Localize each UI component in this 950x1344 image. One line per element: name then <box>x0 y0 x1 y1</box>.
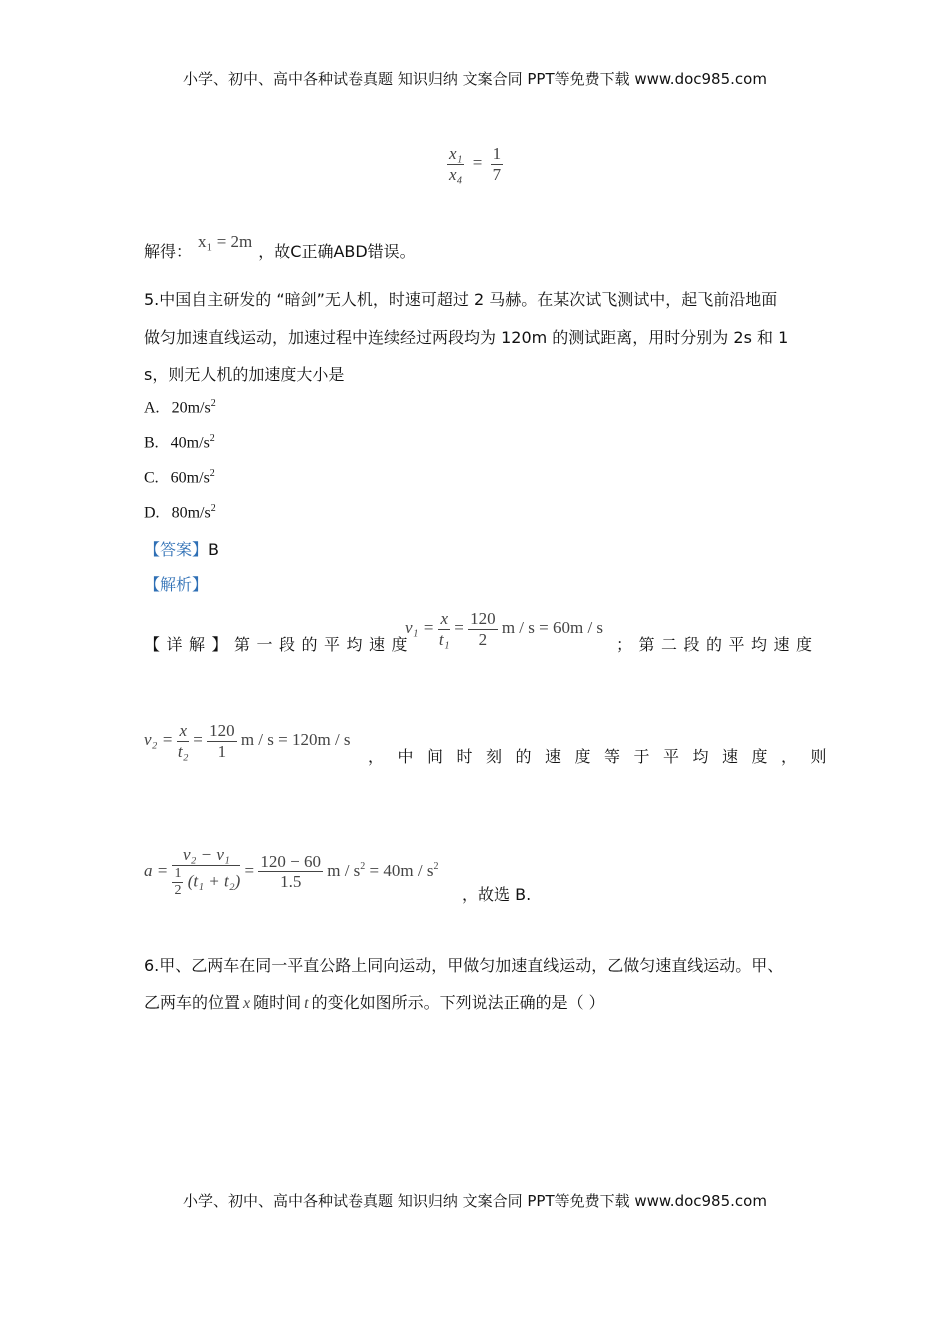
option-b: B. $40m/s^2$ <box>144 433 215 452</box>
q6-line-1: 6.甲、乙两车在同一平直公路上同向运动，甲做匀加速直线运动，乙做匀速直线运动。甲、 <box>144 956 784 975</box>
conclusion: ，故选 B. <box>462 885 532 904</box>
q5-line-1: 5.中国自主研发的 “暗剑”无人机，时速可超过 2 马赫。在某次试飞测试中，起飞前沿地面 <box>144 290 778 309</box>
detail-mid-2: ，中间时刻的速度等于平均速度，则 <box>368 747 841 766</box>
q6-line-2: 乙两车的位置 x 随时间 t 的变化如图所示。下列说法正确的是（ ） <box>144 993 605 1012</box>
page-header: 小学、初中、高中各种试卷真题 知识归纳 文案合同 PPT等免费下载 www.doc985.com <box>183 70 767 88</box>
detail-label: 【详解】第一段的平均速度 <box>144 635 415 654</box>
page-footer: 小学、初中、高中各种试卷真题 知识归纳 文案合同 PPT等免费下载 www.doc985.com <box>183 1192 767 1210</box>
v2-formula: v₂ = $\frac{x}{\text{t₂}}$ = $\frac{120}{1}$ m / s = 120m / s <box>144 721 351 761</box>
option-a: A. $20m/s^2$ <box>144 398 216 417</box>
analysis-label: 【解析】 <box>144 575 209 594</box>
option-c: C. $60m/s^2$ <box>144 468 215 487</box>
ratio-formula: $\frac{\text{x₁}}{\text{x₄}}$ = $\frac{1}{7}$ <box>449 144 502 184</box>
answer-line: 【答案】B <box>144 540 219 559</box>
option-d: D. $80m/s^2$ <box>144 503 216 522</box>
v1-formula: v₁ = $\frac{x}{\text{t₁}}$ = $\frac{120}{2}$ m / s = 60m / s <box>405 609 604 649</box>
solve-line: 解得：x₁ = 2m，故C正确ABD错误。 <box>144 232 416 261</box>
acceleration-formula: a = v₂ − v₁ $\frac{1}{2}$ (t₁ + t₂) = $\frac{120 - 60}{1.5}$ $m / s^2 = 40m / s^2$ <box>144 845 439 898</box>
detail-mid: ；第二段的平均速度 <box>616 635 819 654</box>
q5-line-3: s，则无人机的加速度大小是 <box>144 365 345 384</box>
q5-line-2: 做匀加速直线运动，加速过程中连续经过两段均为 120m 的测试距离，用时分别为 2s 和 1 <box>144 328 789 347</box>
